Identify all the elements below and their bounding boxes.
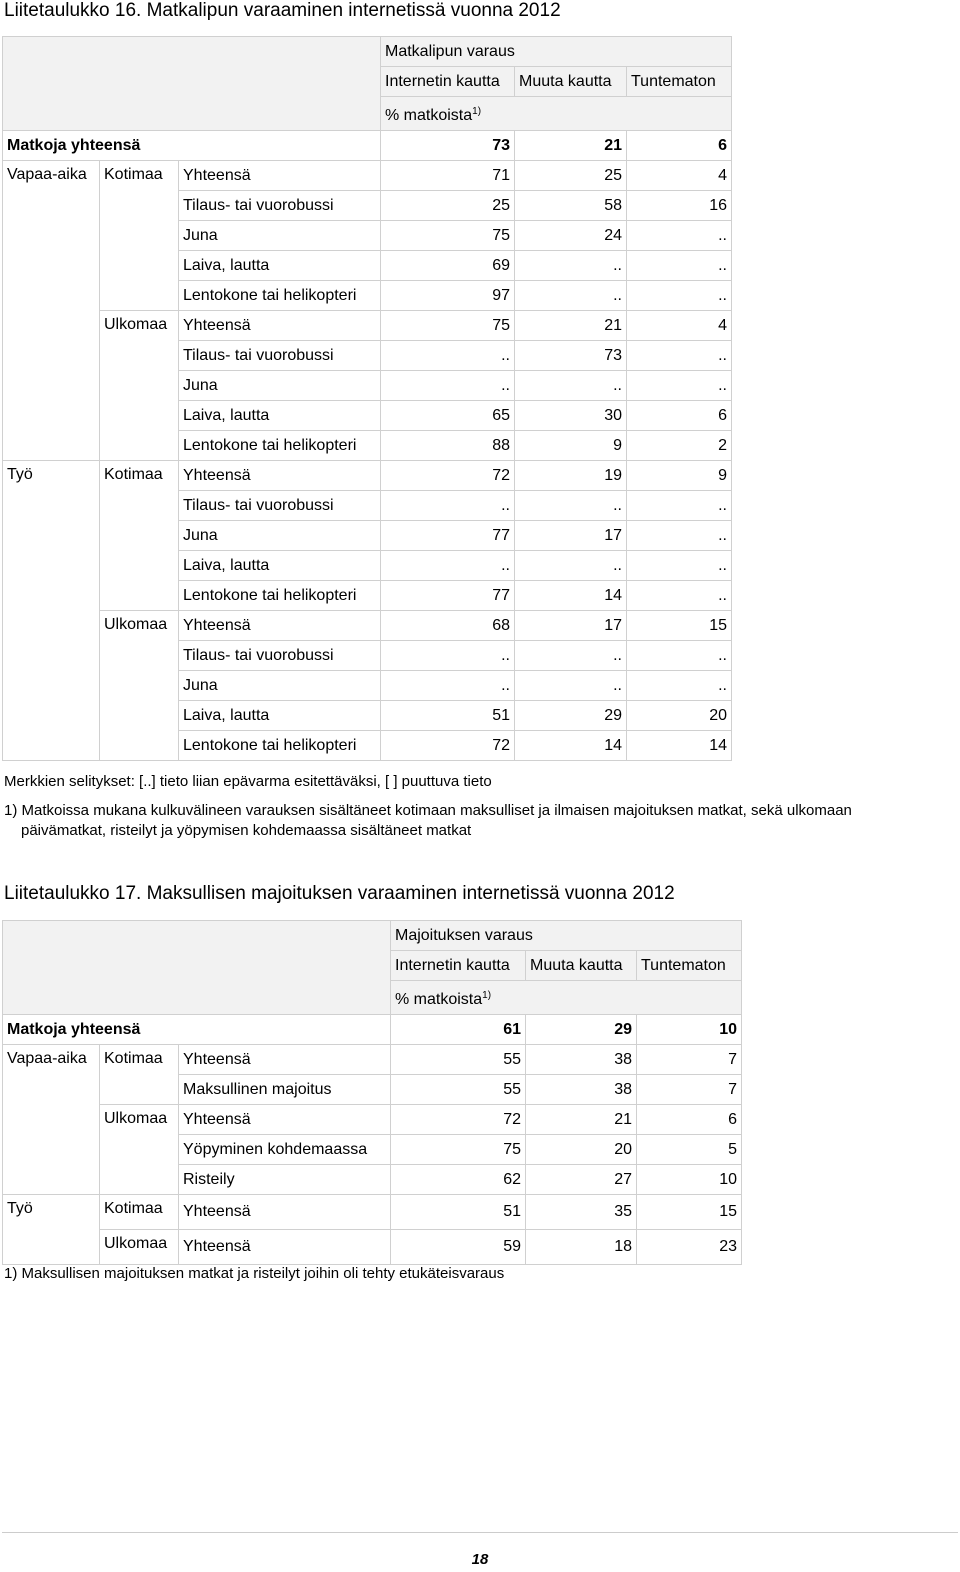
cell-value: ..	[627, 341, 732, 371]
cell-value: 17	[515, 521, 627, 551]
cell-value: ..	[381, 341, 515, 371]
cell-value: 51	[391, 1195, 526, 1230]
row-label: Maksullinen majoitus	[179, 1075, 391, 1105]
cell-value: ..	[515, 251, 627, 281]
cell-value: 7	[637, 1075, 742, 1105]
cell-value: 6	[627, 401, 732, 431]
cell-value: ..	[627, 221, 732, 251]
cell-value: 38	[526, 1075, 637, 1105]
row-label: Tilaus- tai vuorobussi	[179, 491, 381, 521]
cell-value: 25	[515, 161, 627, 191]
table-row	[3, 1045, 742, 1075]
region-label: Kotimaa	[100, 1045, 179, 1105]
cell-value: 55	[391, 1045, 526, 1075]
row-label: Laiva, lautta	[179, 551, 381, 581]
table16-unit-text: % matkoista	[385, 107, 473, 124]
cell-value: ..	[515, 281, 627, 311]
cell-value: 17	[515, 611, 627, 641]
cell-value: 23	[637, 1230, 742, 1265]
table16-legend-note: Merkkien selitykset: [..] tieto liian epävarma esitettäväksi, [ ] puuttuva tieto	[4, 773, 492, 790]
page-number: 18	[471, 1551, 489, 1568]
table-row	[3, 611, 732, 641]
cell-value: ..	[381, 491, 515, 521]
row-label: Tilaus- tai vuorobussi	[179, 191, 381, 221]
row-label: Laiva, lautta	[179, 251, 381, 281]
table17-unit	[391, 981, 742, 1015]
cell-value: 25	[381, 191, 515, 221]
region-label: Ulkomaa	[100, 1230, 179, 1265]
table16-corner	[3, 37, 381, 131]
cell-value: 5	[637, 1135, 742, 1165]
table17-total-label: Matkoja yhteensä	[3, 1015, 391, 1045]
table16-col-internet: Internetin kautta	[381, 67, 515, 97]
table16-footnote-line1: 1) Matkoissa mukana kulkuvälineen varauksen sisältäneet kotimaan maksulliset ja ilmaisen majoituksen matkat, sekä ulkomaan	[4, 802, 852, 819]
cell-value: 75	[381, 221, 515, 251]
table-row	[3, 1195, 742, 1230]
table17-title: Liitetaulukko 17. Maksullisen majoituksen varaaminen internetissä vuonna 2012	[4, 883, 675, 904]
cell-value: 9	[515, 431, 627, 461]
row-label: Laiva, lautta	[179, 401, 381, 431]
row-label: Yhteensä	[179, 1195, 391, 1230]
table17-footnote: 1) Maksullisen majoituksen matkat ja risteilyt joihin oli tehty etukäteisvaraus	[4, 1265, 505, 1282]
table16	[2, 36, 732, 761]
cell-value: ..	[381, 641, 515, 671]
cell-value: 2	[627, 431, 732, 461]
cell-value: ..	[515, 491, 627, 521]
row-label: Lentokone tai helikopteri	[179, 431, 381, 461]
table17-total-muuta: 29	[526, 1015, 637, 1045]
cell-value: 35	[526, 1195, 637, 1230]
table17-total-row	[3, 1015, 742, 1045]
row-label: Lentokone tai helikopteri	[179, 581, 381, 611]
table16-footnote	[4, 801, 954, 841]
cell-value: 19	[515, 461, 627, 491]
cell-value: 72	[381, 461, 515, 491]
table17-col-tuntematon: Tuntematon	[637, 951, 742, 981]
cell-value: 97	[381, 281, 515, 311]
cell-value: 15	[637, 1195, 742, 1230]
row-label: Yhteensä	[179, 311, 381, 341]
cell-value: 30	[515, 401, 627, 431]
table-row	[3, 161, 732, 191]
table16-total-internet: 73	[381, 131, 515, 161]
cell-value: 71	[381, 161, 515, 191]
region-label: Ulkomaa	[100, 1105, 179, 1195]
region-label: Kotimaa	[100, 161, 179, 311]
table17-group-header: Majoituksen varaus	[391, 921, 742, 951]
cell-value: ..	[515, 671, 627, 701]
cell-value: 88	[381, 431, 515, 461]
row-label: Yöpyminen kohdemaassa	[179, 1135, 391, 1165]
cell-value: 18	[526, 1230, 637, 1265]
region-label: Kotimaa	[100, 1195, 179, 1230]
table16-total-label: Matkoja yhteensä	[3, 131, 381, 161]
row-label: Yhteensä	[179, 611, 381, 641]
table16-body	[3, 161, 732, 761]
table16-total-row	[3, 131, 732, 161]
table-row	[3, 461, 732, 491]
cell-value: 7	[637, 1045, 742, 1075]
table16-title: Liitetaulukko 16. Matkalipun varaaminen internetissä vuonna 2012	[4, 0, 561, 21]
table16-total-tuntematon: 6	[627, 131, 732, 161]
cell-value: ..	[627, 281, 732, 311]
row-label: Tilaus- tai vuorobussi	[179, 341, 381, 371]
cell-value: ..	[627, 491, 732, 521]
cell-value: ..	[381, 671, 515, 701]
cell-value: 77	[381, 581, 515, 611]
row-label: Juna	[179, 521, 381, 551]
cell-value: 20	[627, 701, 732, 731]
page-divider	[2, 1532, 958, 1533]
cell-value: 14	[515, 731, 627, 761]
cell-value: 20	[526, 1135, 637, 1165]
table17	[2, 920, 742, 1265]
cell-value: 72	[381, 731, 515, 761]
table17-col-muuta: Muuta kautta	[526, 951, 637, 981]
region-label: Ulkomaa	[100, 611, 179, 761]
cell-value: ..	[627, 551, 732, 581]
table-row	[3, 1105, 742, 1135]
cell-value: 4	[627, 311, 732, 341]
row-label: Juna	[179, 221, 381, 251]
cell-value: 38	[526, 1045, 637, 1075]
table17-total-internet: 61	[391, 1015, 526, 1045]
cell-value: 14	[627, 731, 732, 761]
cell-value: ..	[515, 641, 627, 671]
table16-group-header: Matkalipun varaus	[381, 37, 732, 67]
table17-body	[3, 1045, 742, 1265]
cell-value: 75	[381, 311, 515, 341]
cell-value: ..	[381, 371, 515, 401]
row-label: Lentokone tai helikopteri	[179, 281, 381, 311]
row-label: Yhteensä	[179, 1045, 391, 1075]
table16-unit	[381, 97, 732, 131]
cell-value: ..	[627, 371, 732, 401]
cell-value: 73	[515, 341, 627, 371]
table17-unit-text: % matkoista	[395, 991, 483, 1008]
cell-value: 21	[526, 1105, 637, 1135]
table-row	[3, 1230, 742, 1265]
cell-value: 77	[381, 521, 515, 551]
purpose-label: Työ	[3, 1195, 100, 1265]
cell-value: 69	[381, 251, 515, 281]
cell-value: 62	[391, 1165, 526, 1195]
row-label: Risteily	[179, 1165, 391, 1195]
table-row	[3, 311, 732, 341]
region-label: Ulkomaa	[100, 311, 179, 461]
cell-value: ..	[515, 371, 627, 401]
row-label: Lentokone tai helikopteri	[179, 731, 381, 761]
cell-value: ..	[627, 581, 732, 611]
cell-value: 59	[391, 1230, 526, 1265]
cell-value: 21	[515, 311, 627, 341]
purpose-label: Vapaa-aika	[3, 1045, 100, 1195]
row-label: Tilaus- tai vuorobussi	[179, 641, 381, 671]
cell-value: 55	[391, 1075, 526, 1105]
row-label: Yhteensä	[179, 161, 381, 191]
table17-total-tuntematon: 10	[637, 1015, 742, 1045]
table17-unit-footnote-ref: 1)	[482, 990, 492, 1001]
row-label: Juna	[179, 371, 381, 401]
row-label: Yhteensä	[179, 1230, 391, 1265]
cell-value: 29	[515, 701, 627, 731]
table16-total-muuta: 21	[515, 131, 627, 161]
cell-value: 72	[391, 1105, 526, 1135]
cell-value: ..	[627, 671, 732, 701]
purpose-label: Vapaa-aika	[3, 161, 100, 461]
cell-value: 51	[381, 701, 515, 731]
table17-col-internet: Internetin kautta	[391, 951, 526, 981]
cell-value: 27	[526, 1165, 637, 1195]
cell-value: ..	[627, 521, 732, 551]
row-label: Yhteensä	[179, 461, 381, 491]
table16-unit-footnote-ref: 1)	[472, 106, 482, 117]
cell-value: 15	[627, 611, 732, 641]
cell-value: 4	[627, 161, 732, 191]
cell-value: 6	[637, 1105, 742, 1135]
cell-value: 16	[627, 191, 732, 221]
cell-value: 9	[627, 461, 732, 491]
cell-value: 68	[381, 611, 515, 641]
cell-value: ..	[627, 641, 732, 671]
cell-value: 65	[381, 401, 515, 431]
region-label: Kotimaa	[100, 461, 179, 611]
cell-value: 75	[391, 1135, 526, 1165]
cell-value: 24	[515, 221, 627, 251]
row-label: Juna	[179, 671, 381, 701]
table16-col-muuta: Muuta kautta	[515, 67, 627, 97]
row-label: Laiva, lautta	[179, 701, 381, 731]
cell-value: 58	[515, 191, 627, 221]
row-label: Yhteensä	[179, 1105, 391, 1135]
cell-value: ..	[627, 251, 732, 281]
table16-footnote-line2: päivämatkat, risteilyt ja yöpymisen kohdemaassa sisältäneet matkat	[21, 822, 472, 839]
table17-corner	[3, 921, 391, 1015]
cell-value: 14	[515, 581, 627, 611]
cell-value: ..	[515, 551, 627, 581]
cell-value: ..	[381, 551, 515, 581]
cell-value: 10	[637, 1165, 742, 1195]
table16-col-tuntematon: Tuntematon	[627, 67, 732, 97]
purpose-label: Työ	[3, 461, 100, 761]
